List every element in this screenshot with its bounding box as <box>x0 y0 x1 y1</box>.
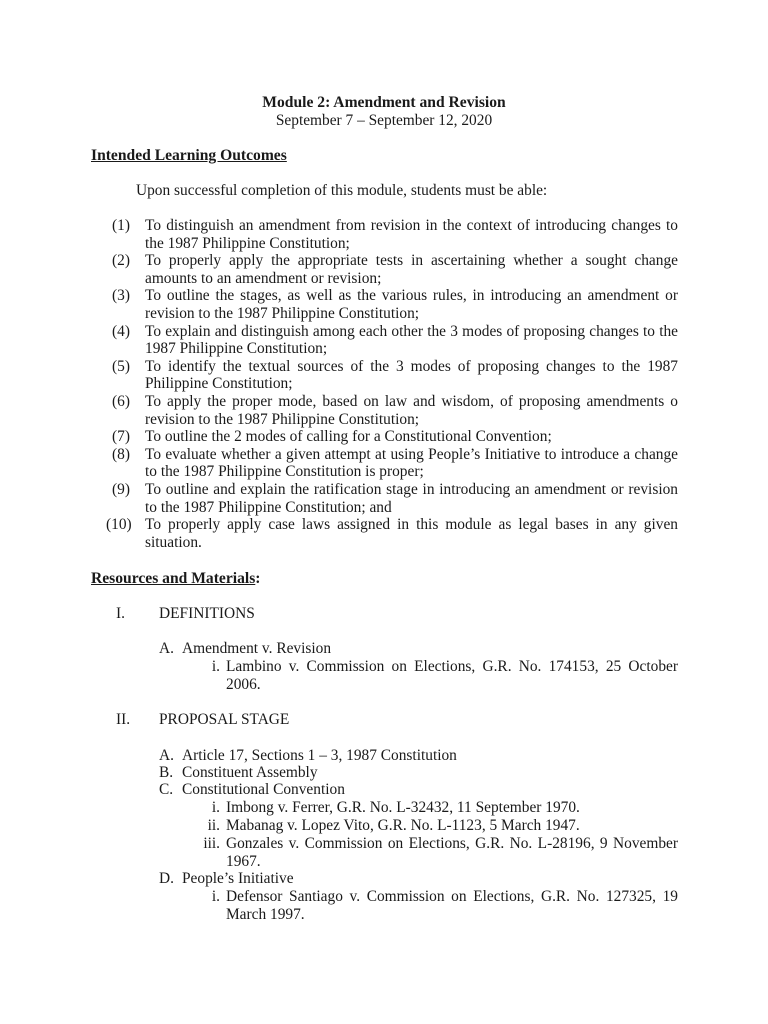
section-definitions <box>116 605 255 623</box>
outcome-number: (8) <box>112 445 130 463</box>
subsection-letter: A. <box>159 747 174 764</box>
subsection-label: Constitutional Convention <box>182 781 345 798</box>
outcomes-list <box>91 217 678 551</box>
outcome-text: To apply the proper mode, based on law and wisdom, of proposing amendments o revision to the 1987 Philippine Constitution; <box>145 392 678 428</box>
case-citation <box>190 658 678 693</box>
outcome-number: (1) <box>112 217 130 234</box>
outcome-item <box>91 516 678 551</box>
case-text: Lambino v. Commission on Elections, G.R. No. 174153, 25 October 2006. <box>226 658 678 693</box>
subsection-label: Amendment v. Revision <box>182 640 332 657</box>
outcome-item <box>91 358 678 393</box>
subsection-amendment-v-revision <box>159 640 331 658</box>
subsection-constituent-assembly <box>159 764 318 782</box>
outcome-item <box>91 287 678 322</box>
outcome-number: (3) <box>112 287 130 305</box>
case-citation <box>190 888 678 923</box>
outcome-text: To identify the textual sources of the 3 modes of proposing changes to the 1987 Philippine Constitution; <box>145 357 678 393</box>
outcome-number: (5) <box>112 357 130 375</box>
case-number: i. <box>211 658 220 675</box>
section-numeral: II. <box>116 711 131 728</box>
subsection-label: Article 17, Sections 1 – 3, 1987 Constitution <box>182 747 457 764</box>
subsection-letter: B. <box>159 764 174 781</box>
subsection-label: People’s Initiative <box>182 870 294 887</box>
section-label: DEFINITIONS <box>159 605 255 622</box>
outcome-item <box>91 217 678 252</box>
ilo-heading: Intended Learning Outcomes <box>91 147 287 164</box>
section-numeral: I. <box>116 605 125 622</box>
outcome-number: (9) <box>112 480 130 498</box>
outcome-number: (2) <box>112 252 130 270</box>
outcome-number: (6) <box>112 392 130 410</box>
case-number: i. <box>211 888 220 905</box>
outcome-text: To properly apply case laws assigned in this module as legal bases in any given situation. <box>145 516 678 551</box>
subsection-article-17 <box>159 747 457 765</box>
outcome-number: (4) <box>112 322 130 340</box>
module-title: Module 2: Amendment and Revision <box>262 94 506 111</box>
subsection-constitutional-convention <box>159 781 345 799</box>
subsection-letter: D. <box>159 870 174 887</box>
outcome-text: To distinguish an amendment from revision in the context of introducing changes to the 1987 Philippine Constitution; <box>145 217 678 252</box>
outcome-number: (10) <box>106 516 132 534</box>
outcome-item <box>91 481 678 516</box>
case-number: i. <box>211 799 220 816</box>
section-label: PROPOSAL STAGE <box>159 711 290 728</box>
case-text: Mabanag v. Lopez Vito, G.R. No. L-1123, 5 March 1947. <box>226 817 580 834</box>
outcome-text: To outline and explain the ratification stage in introducing an amendment or revision to the 1987 Philippine Constitution; and <box>145 480 678 516</box>
outcome-item <box>91 446 678 481</box>
case-citation <box>190 817 678 835</box>
ilo-intro: Upon successful completion of this module, students must be able: <box>136 182 548 199</box>
resources-heading-text: Resources and Materials <box>91 570 256 587</box>
subsection-letter: C. <box>159 781 174 798</box>
outcome-item <box>91 393 678 428</box>
section-proposal-stage <box>116 711 289 729</box>
case-text: Imbong v. Ferrer, G.R. No. L-32432, 11 September 1970. <box>226 799 580 816</box>
outcome-text: To properly apply the appropriate tests in ascertaining whether a sought change amounts to an amendment or revision; <box>145 252 678 287</box>
subsection-label: Constituent Assembly <box>182 764 318 781</box>
resources-heading <box>91 570 261 588</box>
case-citation <box>190 799 678 817</box>
outcome-text: To outline the 2 modes of calling for a Constitutional Convention; <box>145 428 552 446</box>
case-number: iii. <box>203 835 220 852</box>
outcome-item <box>91 428 678 446</box>
subsection-letter: A. <box>159 640 174 657</box>
outcome-item <box>91 252 678 287</box>
case-number: ii. <box>207 817 220 834</box>
subsection-peoples-initiative <box>159 870 294 888</box>
outcome-text: To outline the stages, as well as the various rules, in introducing an amendment or revision to the 1987 Philippine Constitution; <box>145 287 678 322</box>
case-text: Defensor Santiago v. Commission on Elections, G.R. No. 127325, 19 March 1997. <box>226 888 678 923</box>
case-text: Gonzales v. Commission on Elections, G.R. No. L-28196, 9 November 1967. <box>226 835 678 870</box>
module-dates: September 7 – September 12, 2020 <box>275 112 493 129</box>
outcome-item <box>91 323 678 358</box>
outcome-text: To evaluate whether a given attempt at using People’s Initiative to introduce a change to the 1987 Philippine Constitution is proper; <box>145 445 678 481</box>
outcome-number: (7) <box>112 428 130 446</box>
outcome-text: To explain and distinguish among each other the 3 modes of proposing changes to the 1987 Philippine Constitution; <box>145 322 678 358</box>
resources-heading-colon: : <box>255 570 261 587</box>
case-citation <box>190 835 678 870</box>
